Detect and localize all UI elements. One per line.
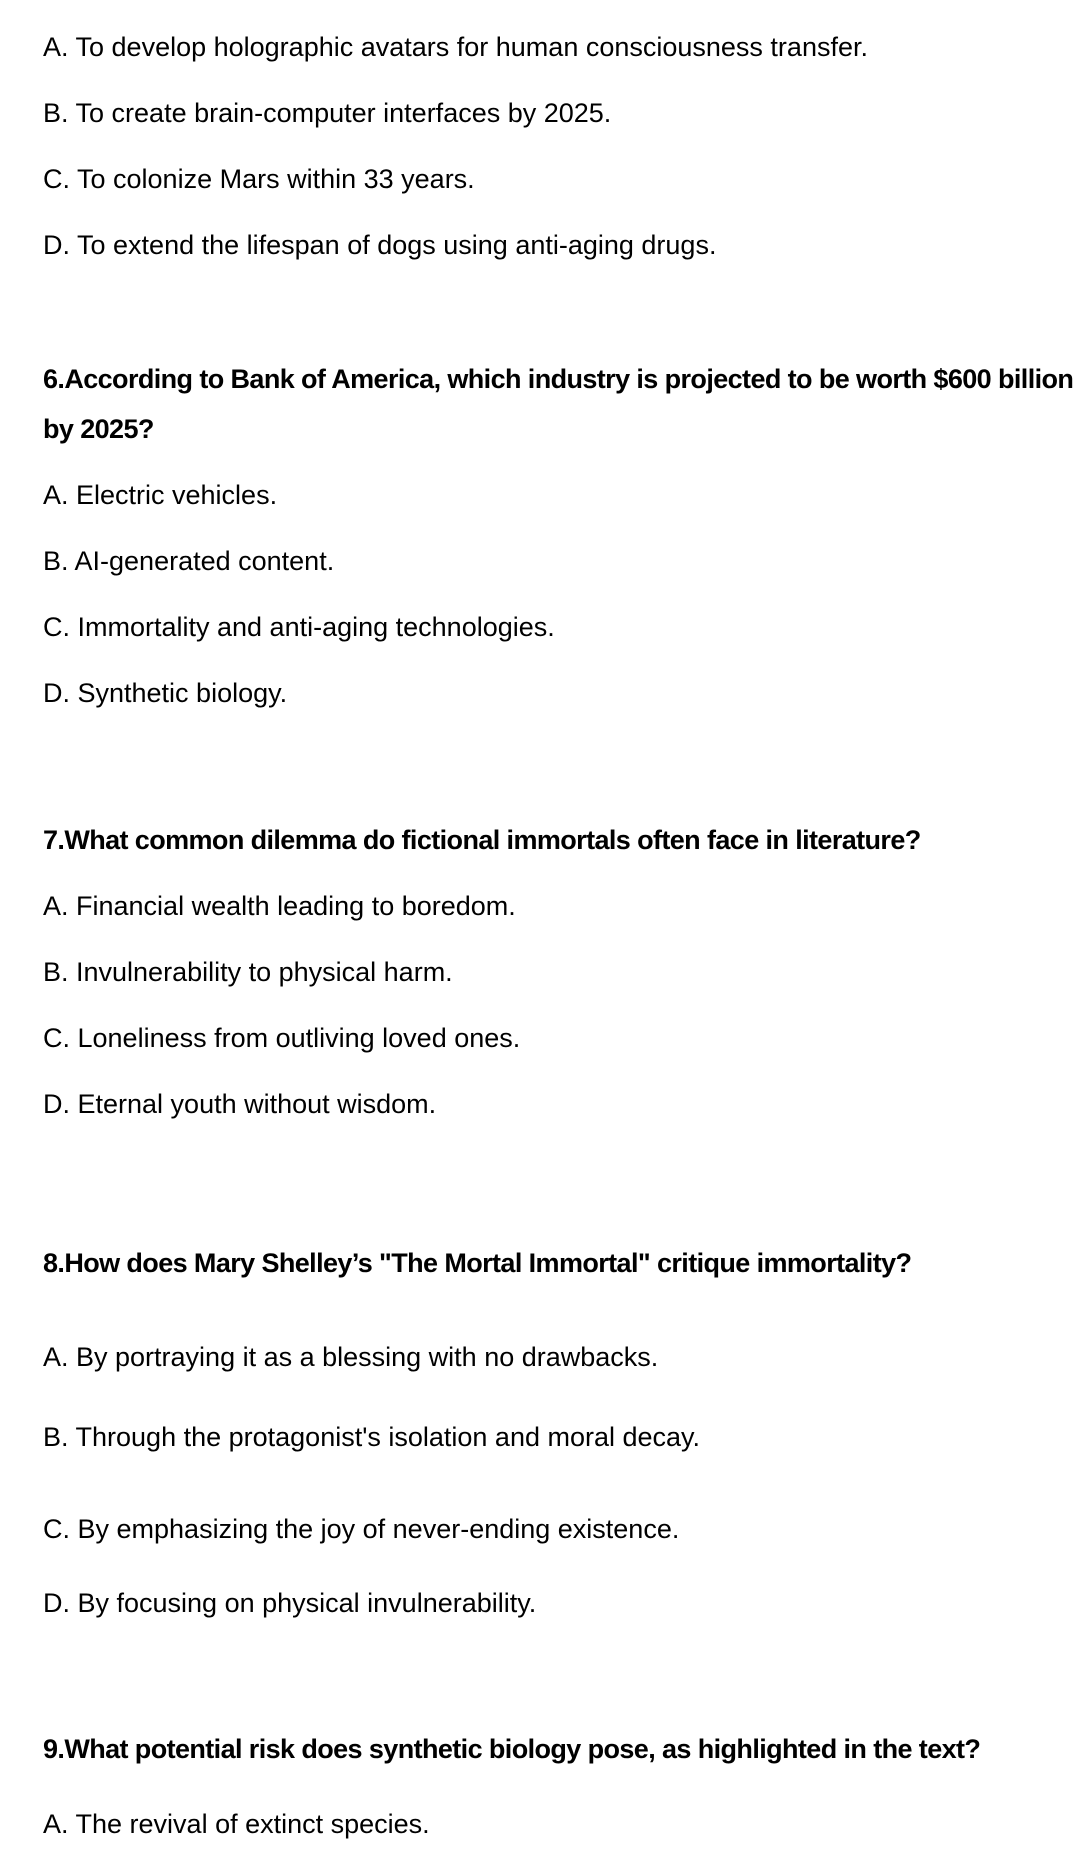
question-9-title: 9.What potential risk does synthetic biology pose, as highlighted in the text?	[43, 1734, 981, 1764]
question-7-option-b: B. Invulnerability to physical harm.	[43, 957, 453, 987]
question-8-option-d: D. By focusing on physical invulnerability.	[43, 1588, 537, 1618]
question-6-option-c: C. Immortality and anti-aging technologies.	[43, 612, 555, 642]
question-7-option-c: C. Loneliness from outliving loved ones.	[43, 1023, 521, 1053]
question-7-option-d: D. Eternal youth without wisdom.	[43, 1089, 437, 1119]
carryover-option-d: D. To extend the lifespan of dogs using anti-aging drugs.	[43, 230, 717, 260]
question-9-option-a: A. The revival of extinct species.	[43, 1809, 430, 1839]
document-page	[43, 32, 1080, 1839]
question-7-title: 7.What common dilemma do fictional immortals often face in literature?	[43, 825, 921, 855]
question-8-option-c: C. By emphasizing the joy of never-ending existence.	[43, 1514, 680, 1544]
carryover-option-a: A. To develop holographic avatars for human consciousness transfer.	[43, 32, 868, 62]
question-6-title: 6.According to Bank of America, which industry is projected to be worth $600 billion by 2025?	[43, 364, 1074, 444]
question-6-option-d: D. Synthetic biology.	[43, 678, 288, 708]
question-6-option-a: A. Electric vehicles.	[43, 480, 278, 510]
question-7-option-a: A. Financial wealth leading to boredom.	[43, 891, 516, 921]
carryover-option-b: B. To create brain-computer interfaces by 2025.	[43, 98, 612, 128]
question-8-option-a: A. By portraying it as a blessing with no drawbacks.	[43, 1342, 659, 1372]
question-6-option-b: B. AI-generated content.	[43, 546, 335, 576]
carryover-option-c: C. To colonize Mars within 33 years.	[43, 164, 475, 194]
question-8-option-b: B. Through the protagonist's isolation and moral decay.	[43, 1422, 701, 1452]
question-8-title: 8.How does Mary Shelley’s "The Mortal Immortal" critique immortality?	[43, 1248, 912, 1278]
